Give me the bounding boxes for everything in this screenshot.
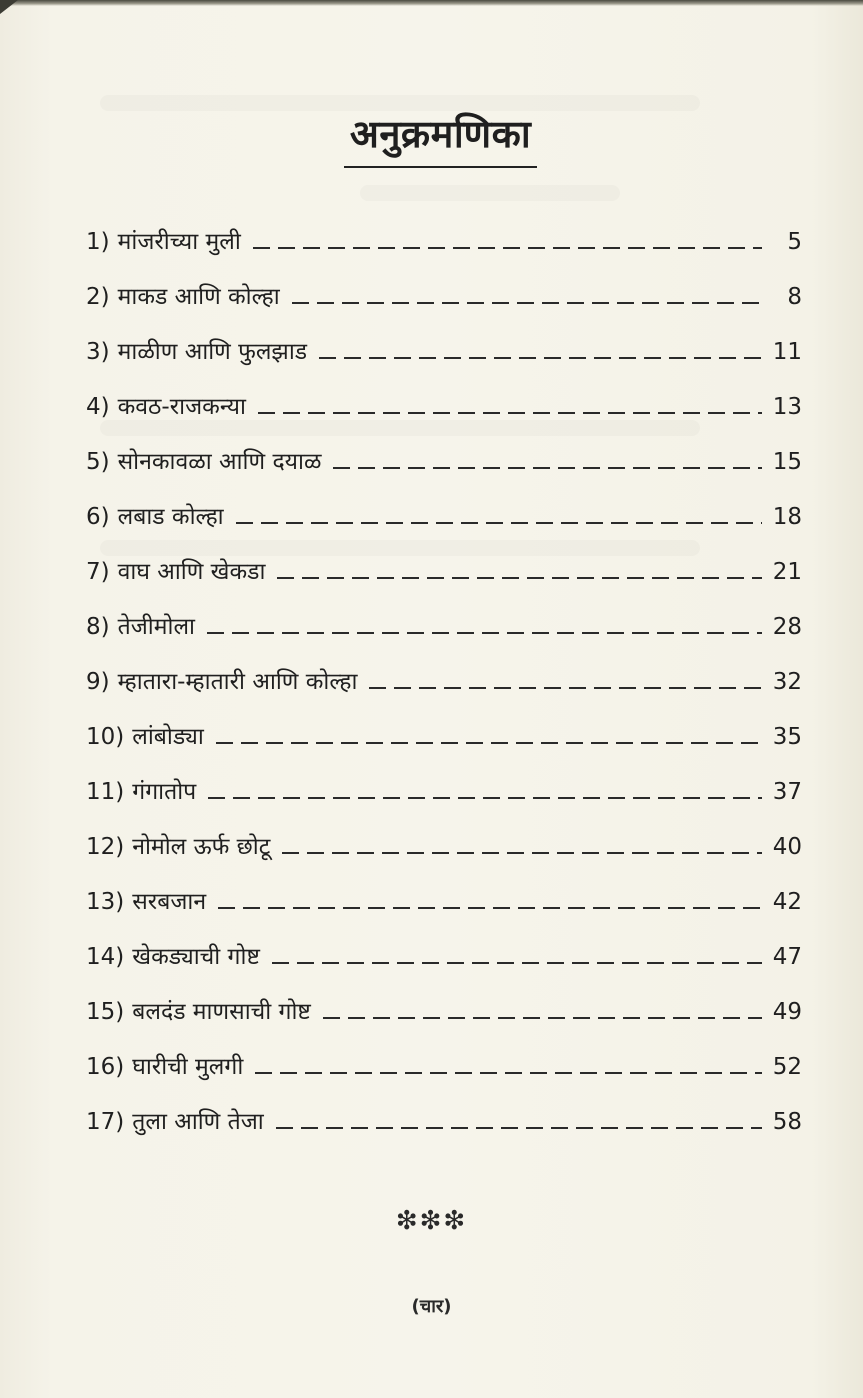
toc-entry-number: 10): [86, 724, 125, 750]
toc-entry: [86, 325, 802, 380]
toc-entry: [86, 490, 802, 545]
toc-entry: [86, 930, 802, 985]
toc-entry: [86, 215, 802, 270]
page-number: (चार): [411, 1296, 452, 1317]
toc-entry-title: लांबोड्या: [132, 724, 204, 750]
toc-entry-title: लबाड कोल्हा: [117, 504, 224, 530]
bleed-through-shadow: [100, 95, 700, 111]
toc-dash-leader: [218, 907, 762, 909]
toc-entry: [86, 1095, 802, 1150]
toc-entry-number: 13): [86, 889, 125, 915]
toc-entry-number: 17): [86, 1109, 125, 1135]
toc-entry-page: 8: [787, 284, 802, 310]
toc-entry-number: 15): [86, 999, 125, 1025]
toc-entry: [86, 655, 802, 710]
toc-entry-page: 35: [772, 724, 802, 750]
toc-entry-page: 15: [772, 449, 802, 475]
toc-entry-page: 32: [772, 669, 802, 695]
table-of-contents: [86, 215, 802, 1150]
toc-entry-page: 49: [772, 999, 802, 1025]
toc-entry-page: 13: [772, 394, 802, 420]
toc-entry: [86, 1040, 802, 1095]
toc-entry-title: तेजीमोला: [117, 614, 196, 640]
toc-entry-number: 11): [86, 779, 125, 805]
toc-entry-title: माळीण आणि फुलझाड: [117, 339, 308, 365]
toc-entry: [86, 820, 802, 875]
toc-entry-page: 37: [772, 779, 802, 805]
toc-entry-title: वाघ आणि खेकडा: [117, 559, 266, 585]
toc-entry-page: 52: [772, 1054, 802, 1080]
toc-dash-leader: [272, 962, 762, 964]
toc-entry-number: 16): [86, 1054, 125, 1080]
toc-dash-leader: [253, 247, 762, 249]
toc-dash-leader: [258, 412, 762, 414]
toc-entry: [86, 985, 802, 1040]
toc-dash-leader: [323, 1017, 762, 1019]
toc-entry-number: 9): [86, 669, 110, 695]
toc-dash-leader: [236, 522, 762, 524]
bleed-through-shadow: [360, 185, 620, 201]
toc-entry-page: 47: [772, 944, 802, 970]
toc-dash-leader: [207, 632, 762, 634]
toc-entry-page: 58: [772, 1109, 802, 1135]
page-title: अनुक्रमणिका: [344, 110, 537, 168]
toc-entry-number: 6): [86, 504, 110, 530]
toc-entry: [86, 270, 802, 325]
toc-entry: [86, 545, 802, 600]
toc-entry-number: 8): [86, 614, 110, 640]
toc-entry-number: 1): [86, 229, 110, 255]
toc-entry-title: कवठ-राजकन्या: [117, 394, 246, 420]
toc-entry-title: म्हातारा-म्हातारी आणि कोल्हा: [117, 669, 358, 695]
toc-dash-leader: [276, 1127, 762, 1129]
toc-entry-number: 7): [86, 559, 110, 585]
toc-entry-title: सोनकावळा आणि दयाळ: [117, 449, 322, 475]
toc-entry-title: गंगातोप: [132, 779, 197, 805]
toc-entry-page: 21: [772, 559, 802, 585]
toc-entry-number: 4): [86, 394, 110, 420]
toc-entry: [86, 600, 802, 655]
toc-entry-title: घारीची मुलगी: [132, 1054, 244, 1080]
ornament-divider: ❇❇❇: [395, 1206, 468, 1236]
toc-entry-number: 5): [86, 449, 110, 475]
toc-entry-title: नोमोल ऊर्फ छोटू: [132, 834, 271, 860]
toc-entry: [86, 380, 802, 435]
toc-entry-page: 40: [772, 834, 802, 860]
toc-entry: [86, 710, 802, 765]
toc-entry-number: 3): [86, 339, 110, 365]
toc-dash-leader: [369, 687, 762, 689]
toc-entry-title: खेकड्याची गोष्ट: [132, 944, 260, 970]
toc-entry-page: 11: [772, 339, 802, 365]
toc-dash-leader: [333, 467, 762, 469]
toc-entry-title: तुला आणि तेजा: [132, 1109, 264, 1135]
toc-entry-page: 28: [772, 614, 802, 640]
toc-dash-leader: [277, 577, 762, 579]
toc-entry-page: 42: [772, 889, 802, 915]
toc-entry: [86, 765, 802, 820]
toc-entry: [86, 435, 802, 490]
toc-entry-page: 5: [787, 229, 802, 255]
title-container: [0, 110, 863, 168]
toc-entry-title: सरबजान: [132, 889, 207, 915]
toc-entry-title: बलदंड माणसाची गोष्ट: [132, 999, 311, 1025]
toc-dash-leader: [216, 742, 762, 744]
toc-entry-number: 14): [86, 944, 125, 970]
toc-entry-number: 2): [86, 284, 110, 310]
toc-dash-leader: [282, 852, 762, 854]
toc-entry-title: माकड आणि कोल्हा: [117, 284, 280, 310]
toc-dash-leader: [208, 797, 762, 799]
toc-entry-page: 18: [772, 504, 802, 530]
toc-entry-title: मांजरीच्या मुली: [117, 229, 241, 255]
toc-dash-leader: [292, 302, 762, 304]
page-top-edge: [0, 0, 863, 6]
toc-entry: [86, 875, 802, 930]
toc-dash-leader: [255, 1072, 762, 1074]
toc-dash-leader: [319, 357, 762, 359]
toc-entry-number: 12): [86, 834, 125, 860]
